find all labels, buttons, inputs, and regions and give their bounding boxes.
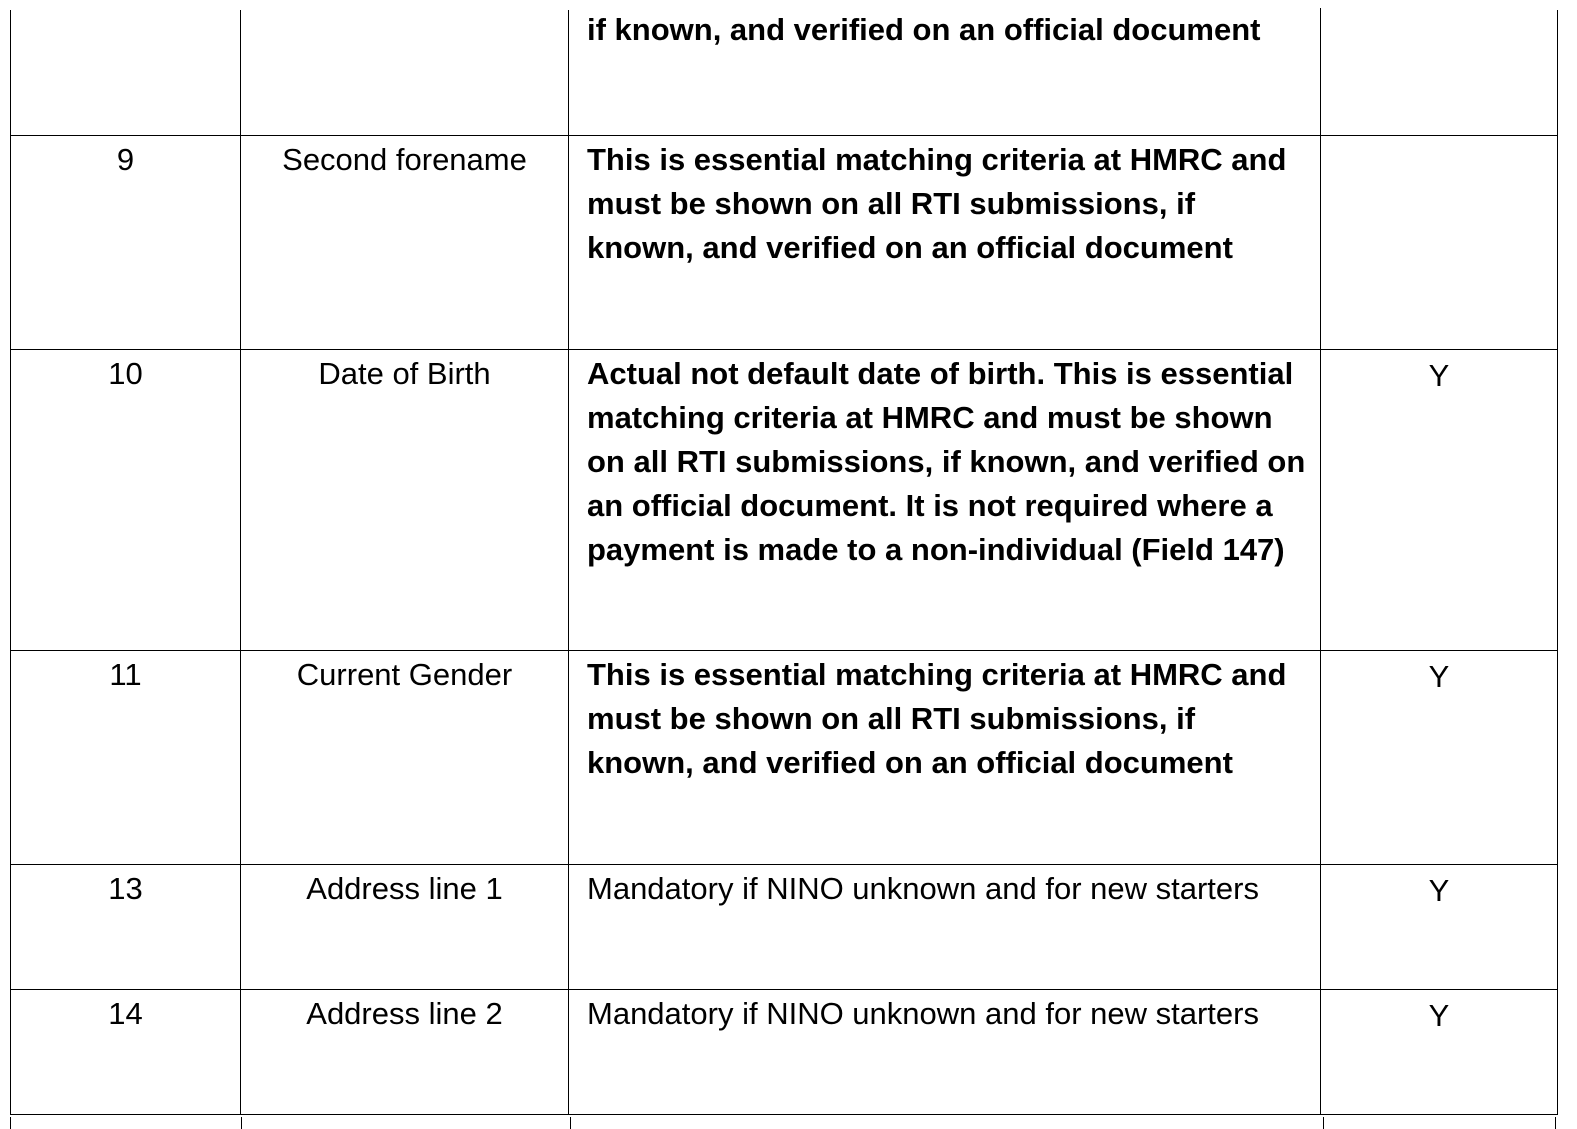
flag-cell bbox=[1321, 136, 1557, 349]
field-number-cell: 11 bbox=[11, 651, 241, 864]
field-number-cell: 10 bbox=[11, 350, 241, 650]
field-number-cell: 13 bbox=[11, 865, 241, 989]
table-row bbox=[11, 135, 1557, 349]
flag-cell bbox=[1321, 10, 1557, 135]
column-divider bbox=[242, 1117, 571, 1129]
field-name-cell bbox=[241, 10, 569, 135]
field-name-cell: Address line 2 bbox=[241, 990, 569, 1114]
notes-cell: This is essential matching criteria at HMRC and must be shown on all RTI submissions, if known, and verified on an official document bbox=[569, 136, 1321, 349]
table-row bbox=[11, 349, 1557, 650]
flag-cell: Y bbox=[1428, 873, 1450, 908]
flag-cell: Y bbox=[1428, 659, 1450, 694]
notes-cell: Actual not default date of birth. This is essential matching criteria at HMRC and must be shown on all RTI submissions, if known, and verified on an official document. It is not required where a payment is made to a non-individual (Field 147) bbox=[569, 350, 1321, 650]
notes-cell: if known, and verified on an official document bbox=[569, 8, 1321, 135]
field-number-cell: 14 bbox=[11, 990, 241, 1114]
notes-cell: This is essential matching criteria at HMRC and must be shown on all RTI submissions, if known, and verified on an official document bbox=[569, 651, 1321, 864]
next-row-edge bbox=[10, 1117, 1556, 1129]
table-row bbox=[11, 650, 1557, 864]
field-name-cell: Current Gender bbox=[241, 651, 569, 864]
requirements-table bbox=[10, 10, 1558, 1115]
field-name-cell: Second forename bbox=[241, 136, 569, 349]
field-number-cell: 9 bbox=[11, 136, 241, 349]
flag-cell: Y bbox=[1428, 358, 1450, 393]
field-name-cell: Date of Birth bbox=[241, 350, 569, 650]
column-divider bbox=[11, 1117, 242, 1129]
table-row bbox=[11, 864, 1557, 989]
column-divider bbox=[571, 1117, 1324, 1129]
field-name-cell: Address line 1 bbox=[241, 865, 569, 989]
field-number-cell bbox=[11, 10, 241, 135]
table-row bbox=[11, 989, 1557, 1115]
notes-cell: Mandatory if NINO unknown and for new starters bbox=[569, 865, 1321, 989]
notes-cell: Mandatory if NINO unknown and for new starters bbox=[569, 990, 1321, 1114]
flag-cell: Y bbox=[1428, 998, 1450, 1033]
table-row bbox=[11, 10, 1557, 135]
